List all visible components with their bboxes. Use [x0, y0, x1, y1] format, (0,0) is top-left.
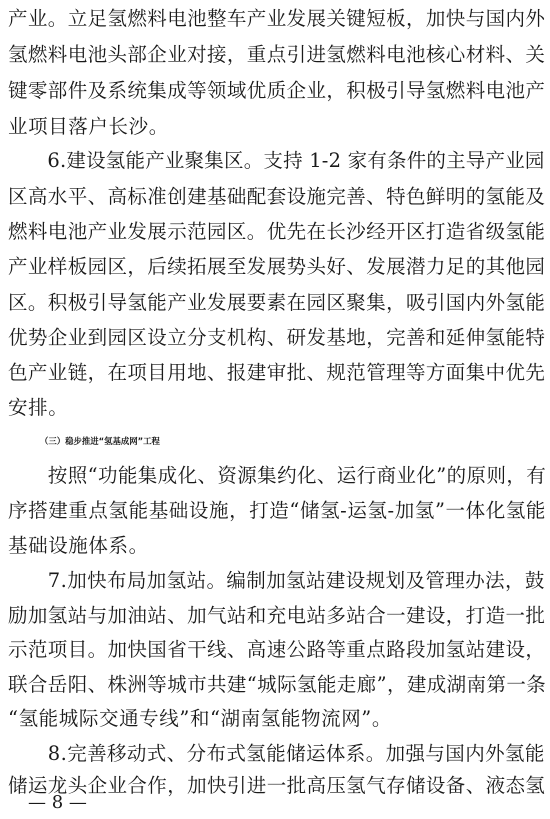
- text-line: 产业。立足氢燃料电池整车产业发展关键短板，加快与国内外: [8, 7, 546, 30]
- text-line: 产业样板园区，后续拓展至发展势头好、发展潜力足的其他园: [8, 255, 546, 278]
- text-line: 区高水平、高标准创建基础配套设施完善、特色鲜明的氢能及: [8, 185, 546, 208]
- text-line: 燃料电池产业发展示范园区。优先在长沙经开区打造省级氢能: [8, 220, 546, 243]
- text-line: 区。积极引导氢能产业发展要素在园区聚集，吸引国内外氢能: [8, 291, 546, 314]
- text-line: 储运龙头企业合作，加快引进一批高压氢气存储设备、液态氢: [8, 774, 546, 797]
- section-heading: （三）稳步推进“氢基成网”工程: [40, 436, 160, 446]
- text-line: “氢能城际交通专线”和“湖南氢能物流网”。: [8, 707, 392, 730]
- text-line: 色产业链，在项目用地、报建审批、规范管理等方面集中优先: [8, 361, 546, 384]
- text-line: 8.完善移动式、分布式氢能储运体系。加强与国内外氢能: [8, 742, 545, 765]
- text-line: 6.建设氢能产业聚集区。支持 1-2 家有条件的主导产业园: [8, 149, 545, 172]
- text-line: 按照“功能集成化、资源集约化、运行商业化”的原则，有: [8, 464, 547, 487]
- page-number: — 8 —: [28, 792, 87, 813]
- text-line: 示范项目。加快国省干线、高速公路等重点路段加氢站建设，: [8, 638, 546, 661]
- text-line: 序搭建重点氢能基础设施，打造“储氢-运氢-加氢”一体化氢能: [8, 499, 547, 522]
- text-line: 业项目落户长沙。: [8, 115, 169, 138]
- text-line: 键零部件及系统集成等领域优质企业，积极引导氢燃料电池产: [8, 79, 546, 102]
- text-line: 基础设施体系。: [8, 534, 149, 557]
- text-line: 氢燃料电池头部企业对接，重点引进氢燃料电池核心材料、关: [8, 43, 546, 66]
- text-line: 联合岳阳、株洲等城市共建“城际氢能走廊”，建成湖南第一条: [8, 673, 547, 696]
- text-line: 优势企业到园区设立分支机构、研发基地，完善和延伸氢能特: [8, 326, 546, 349]
- text-line: 7.加快布局加氢站。编制加氢站建设规划及管理办法，鼓: [8, 569, 545, 592]
- text-line: 励加氢站与加油站、加气站和充电站多站合一建设，打造一批: [8, 604, 546, 627]
- text-line: 安排。: [8, 396, 69, 419]
